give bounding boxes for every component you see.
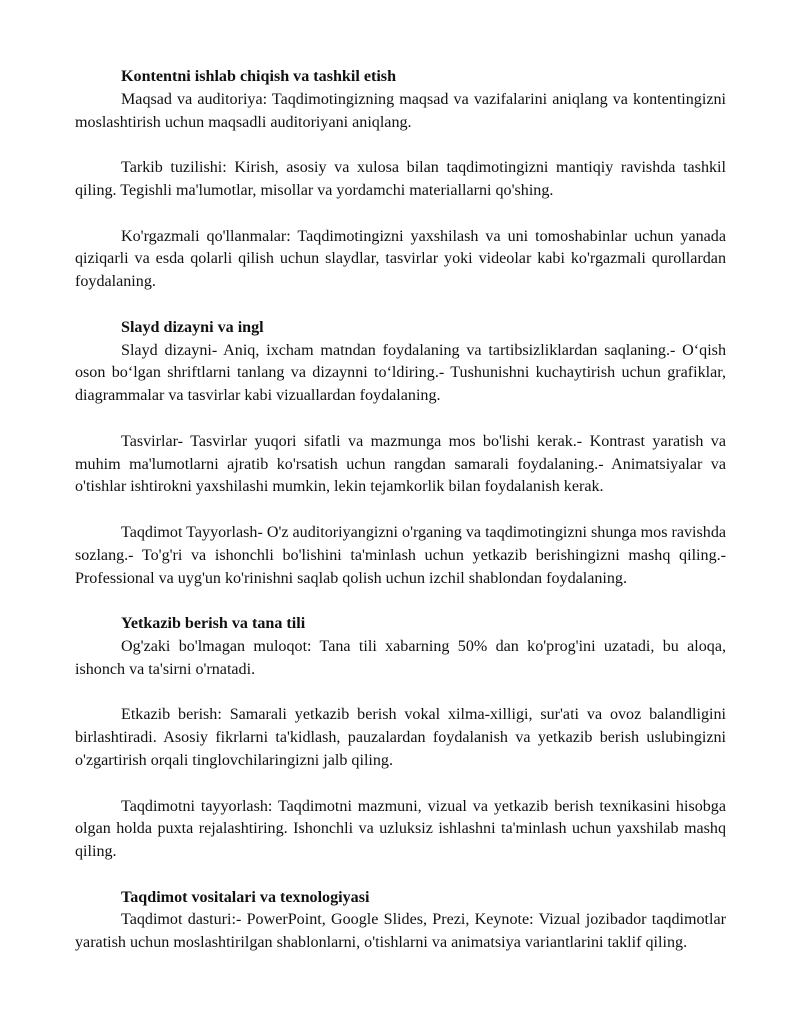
section-content-development: [75, 66, 726, 294]
paragraph: Taqdimot Tayyorlash- O'z auditoriyangizni o'rganing va taqdimotingizni shunga mos ravishda sozlang.- To'g'ri va ishonchli bo'lishini ta'minlash uchun yetkazib berishingizni mashq qiling.- Professional va uyg'un ko'rinishni saqlab qolish uchun izchil shablondan foydalaning.: [75, 523, 727, 587]
section-slide-design: [75, 317, 726, 591]
paragraph: Taqdimot dasturi:- PowerPoint, Google Slides, Prezi, Keynote: Vizual jozibador taqdimotlar yaratish uchun moslashtirilgan shablonlarni, o'tishlarni va animatsiya variantlarini taklif qiling.: [75, 911, 726, 952]
section-heading: Kontentni ishlab chiqish va tashkil etish: [121, 68, 397, 85]
paragraph: Slayd dizayni- Aniq, ixcham matndan foydalaning va tartibsizliklardan saqlaning.- O‘qish oson bo‘lgan shriftlarni tanlang va dizaynni to‘ldiring.- Tushunishni kuchaytirish uchun grafiklar, diagrammalar va tasvirlar kabi vizuallardan foydalaning.: [75, 341, 726, 405]
paragraph: Taqdimotni tayyorlash: Taqdimotni mazmuni, vizual va yetkazib berish texnikasini hisobga olgan holda puxta rejalashtiring. Ishonchli va uzluksiz ishlashni ta'minlash uchun yaxshilab mashq qiling.: [75, 797, 726, 861]
paragraph: Etkazib berish: Samarali yetkazib berish vokal xilma-xilligi, sur'ati va ovoz balandligini birlashtiradi. Asosiy fikrlarni ta'kidlash, pauzalardan foydalanish va yetkazib berish uslubingizni o'zgartirish orqali tinglovchilaringizni jalb qiling.: [75, 706, 726, 769]
section-heading: Taqdimot vositalari va texnologiyasi: [121, 888, 370, 906]
paragraph: Og'zaki bo'lmagan muloqot: Tana tili xabarning 50% dan ko'prog'ini uzatadi, bu aloqa, ishonch va ta'sirni o'rnatadi.: [75, 637, 726, 678]
paragraph: Ko'rgazmali qo'llanmalar: Taqdimotingizni yaxshilash va uni tomoshabinlar uchun yanada qiziqarli va esda qolarli qilish uchun slaydlar, tasvirlar yoki videolar kabi ko'rgazmali qurollardan foydalaning.: [75, 227, 726, 291]
paragraph: Tasvirlar- Tasvirlar yuqori sifatli va mazmunga mos bo'lishi kerak.- Kontrast yaratish va muhim ma'lumotlarni ajratib ko'rsatish uchun rangdan samarali foydalaning.- Animatsiyalar va o'tishlar ishtirokni yaxshilashi mumkin, lekin tejamkorlik bilan foydalanish kerak.: [75, 432, 726, 496]
section-delivery-body-language: [75, 613, 726, 864]
paragraph: Tarkib tuzilishi: Kirish, asosiy va xulosa bilan taqdimotingizni mantiqiy ravishda tashkil qiling. Tegishli ma'lumotlar, misollar va yordamchi materiallarni qo'shing.: [75, 159, 726, 199]
paragraph: Maqsad va auditoriya: Taqdimotingizning maqsad va vazifalarini aniqlang va kontentingizni moslashtirish uchun maqsadli auditoriyani aniqlang.: [75, 90, 726, 131]
section-heading: Slayd dizayni va ingl: [121, 318, 264, 336]
section-heading: Yetkazib berish va tana tili: [121, 615, 306, 633]
section-presentation-tools: [75, 887, 726, 955]
